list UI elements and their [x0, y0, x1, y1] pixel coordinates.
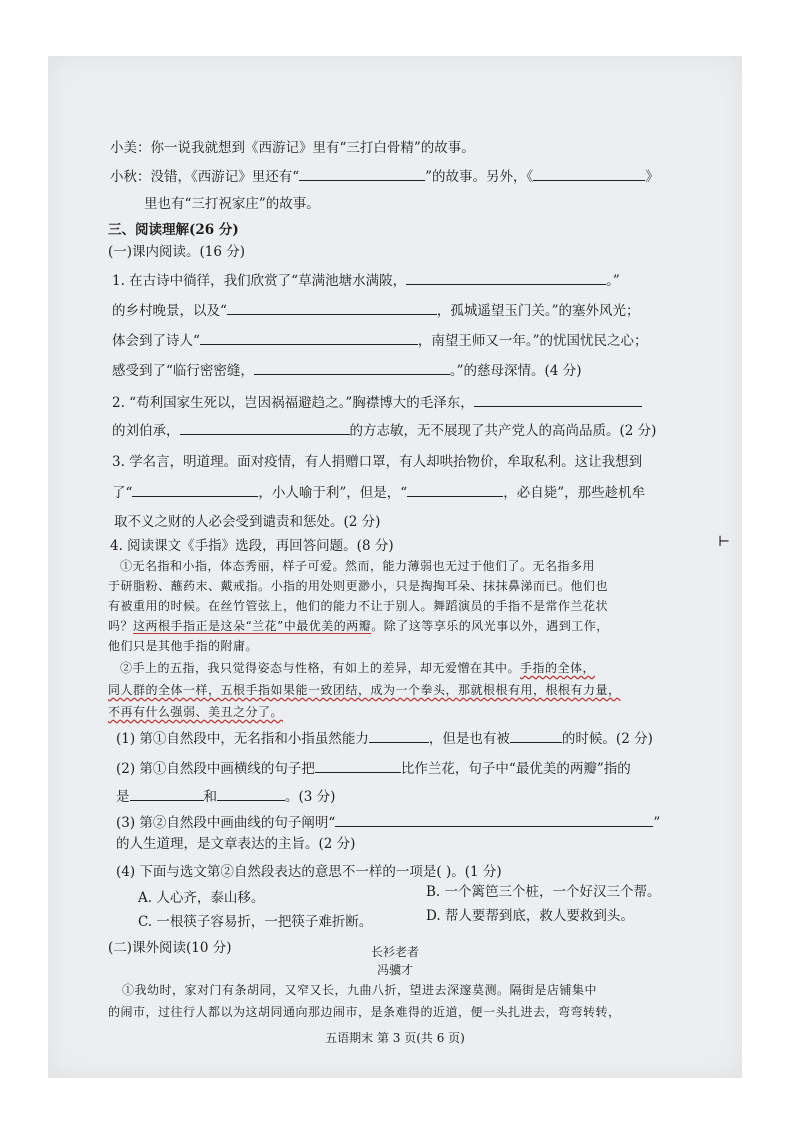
- subquestion-2: [116, 758, 631, 779]
- question-1-line-2: [112, 300, 640, 321]
- question-1-line-3: [112, 330, 648, 351]
- answer-blank[interactable]: [132, 482, 258, 497]
- question-4-title: 4. 阅读课文《手指》选段，再回答问题。(8 分): [110, 538, 394, 554]
- option-c[interactable]: C. 一根筷子容易折，一把筷子难折断。: [138, 914, 373, 930]
- story-title: 长衫老者: [370, 945, 419, 959]
- passage-line: 他们只是其他手指的附庸。: [108, 639, 259, 653]
- wavy-underlined-sentence: 同人群的全体一样，五根手指如果能一致团结，成为一个拳头，那就根根有用，根根有力量，: [108, 683, 621, 697]
- question-text: ，南望王师又一年。”的忧国忧民之心；: [417, 333, 648, 349]
- question-text: 2. “苟利国家生死以，岂因祸福避趋之。”胸襟博大的毛泽东，: [112, 395, 474, 411]
- exam-paper-sheet: [48, 56, 742, 1078]
- question-3-line-3: 取不义之财的人必会受到谴责和惩处。(2 分): [114, 514, 381, 530]
- answer-blank[interactable]: [510, 728, 562, 743]
- answer-blank[interactable]: [180, 420, 350, 435]
- subquestion-3: [116, 812, 660, 833]
- question-text: 的刘伯承，: [112, 423, 180, 439]
- wavy-underlined-sentence: 手指的全体，: [520, 661, 596, 675]
- option-b[interactable]: B. 一个篱笆三个桩，一个好汉三个帮。: [426, 884, 661, 900]
- passage-line: [108, 616, 609, 636]
- dialogue-text: 小秋：没错，《西游记》里还有“: [110, 169, 300, 185]
- subsection-title: (一)课内阅读。(16 分): [108, 244, 246, 260]
- dialogue-xiaoqiu-cont: 里也有“三打祝家庄”的故事。: [144, 196, 320, 212]
- story-line: ①我幼时，家对门有条胡同，又窄又长，九曲八折，望进去深邃莫测。隔街是店铺集中: [122, 983, 598, 997]
- question-3-line-2: [112, 482, 645, 503]
- subquestion-4: (4) 下面与选文第②自然段表达的意思不一样的一项是( )。(1 分): [116, 864, 502, 880]
- answer-blank[interactable]: [200, 330, 418, 345]
- subquestion-1: [116, 728, 653, 749]
- subquestion-3-cont: 的人生道理，是文章表达的主旨。(2 分): [116, 836, 356, 852]
- passage-line: ①无名指和小指，体态秀丽，样子可爱。然而，能力薄弱也无过于他们了。无名指多用: [120, 559, 596, 573]
- wavy-underlined-sentence: 不再有什么强弱、美丑之分了。: [108, 705, 284, 719]
- question-text: 的时候。(2 分): [561, 731, 653, 747]
- subquestion-2-cont: [116, 786, 335, 807]
- binding-margin-mark: ⊢: [717, 534, 730, 550]
- underlined-sentence: 这两根手指正是这朵“兰花”中最优美的两瓣: [133, 619, 372, 633]
- question-1-line-4: [112, 360, 581, 381]
- story-author: 冯骥才: [376, 963, 413, 977]
- answer-blank[interactable]: [474, 392, 642, 407]
- question-2-line-2: [112, 420, 656, 441]
- question-1-line-1: [112, 270, 620, 291]
- page-footer: 五语期末 第 3 页(共 6 页): [325, 1031, 465, 1045]
- answer-blank[interactable]: [254, 360, 450, 375]
- dialogue-xiaomei: 小美：你一说我就想到《西游记》里有“三打白骨精”的故事。: [110, 140, 475, 156]
- option-a[interactable]: A. 人心齐，泰山移。: [138, 890, 265, 906]
- answer-blank[interactable]: [533, 166, 645, 181]
- dialogue-xiaoqiu: [110, 166, 659, 187]
- dialogue-text: ”的故事。另外，《: [425, 169, 534, 185]
- answer-blank[interactable]: [130, 786, 204, 801]
- passage-line: [108, 702, 283, 722]
- question-text: 感受到了“临行密密缝，: [112, 363, 254, 379]
- question-text: 1. 在古诗中徜徉，我们欣赏了“草满池塘水满陂，: [112, 273, 407, 289]
- question-text: ，孤城遥望玉门关。”的塞外风光；: [436, 303, 640, 319]
- question-text: 体会到了诗人“: [112, 333, 200, 349]
- passage-text: 。除了这等享乐的风光事以外，遇到工作，: [371, 619, 609, 633]
- question-text: (1) 第①自然段中，无名指和小指虽然能力: [116, 731, 369, 747]
- passage-line: [120, 658, 595, 678]
- answer-blank[interactable]: [315, 758, 401, 773]
- question-2-line-1: [112, 392, 642, 413]
- passage-text: ②手上的五指，我只觉得姿态与性格，有如上的差异，却无爱憎在其中。: [120, 661, 521, 675]
- question-text: (3) 第②自然段中画曲线的句子阐明“: [116, 815, 336, 831]
- question-text: 比作兰花，句子中“最优美的两瓣”指的: [400, 761, 631, 777]
- question-text: 和: [203, 789, 217, 805]
- passage-line: 有被重用的时候。在丝竹管弦上，他们的能力不让于别人。舞蹈演员的手指不是常作兰花状: [108, 599, 609, 613]
- question-text: 的方志敏，无不展现了共产党人的高尚品质。(2 分): [349, 423, 657, 439]
- answer-blank[interactable]: [217, 786, 285, 801]
- question-text: ，小人喻于利”，但是，“: [258, 485, 408, 501]
- passage-text: 吗？: [108, 619, 134, 633]
- question-text: 。”: [606, 273, 620, 289]
- question-text: (2) 第①自然段中画横线的句子把: [116, 761, 315, 777]
- passage-line: [108, 680, 621, 700]
- answer-blank[interactable]: [406, 270, 606, 285]
- question-text: ，但是也有被: [428, 731, 510, 747]
- answer-blank[interactable]: [369, 728, 429, 743]
- answer-blank[interactable]: [299, 166, 425, 181]
- question-text: ”: [653, 815, 661, 831]
- question-text: 的乡村晚景，以及“: [112, 303, 227, 319]
- answer-blank[interactable]: [227, 300, 437, 315]
- question-text: ，必自毙”，那些趁机牟: [503, 485, 646, 501]
- question-3-line-1: 3. 学名言，明道理。面对疫情，有人捐赠口罩，有人却哄抬物价，牟取私利。这让我想到: [112, 454, 643, 470]
- story-line: 的闹市，过往行人都以为这胡同通向那边闹市，是条难得的近道，便一头扎进去，弯弯转转，: [108, 1005, 621, 1019]
- answer-blank[interactable]: [407, 482, 503, 497]
- option-d[interactable]: D. 帮人要帮到底，救人要救到头。: [426, 908, 634, 924]
- question-text: 是: [116, 789, 130, 805]
- question-text: 了“: [112, 485, 133, 501]
- passage-line: 于研脂粉、蘸药末、戴戒指。小指的用处则更渺小，只是掏掏耳朵、抹抹鼻涕而已。他们也: [108, 579, 609, 593]
- answer-blank[interactable]: [335, 812, 653, 827]
- section-title: 三、阅读理解(26 分): [108, 222, 239, 238]
- question-text: 。”的慈母深情。(4 分): [449, 363, 582, 379]
- question-text: 。(3 分): [285, 789, 336, 805]
- dialogue-text: 》: [645, 169, 659, 185]
- subsection-title: (二)课外阅读(10 分): [108, 940, 232, 956]
